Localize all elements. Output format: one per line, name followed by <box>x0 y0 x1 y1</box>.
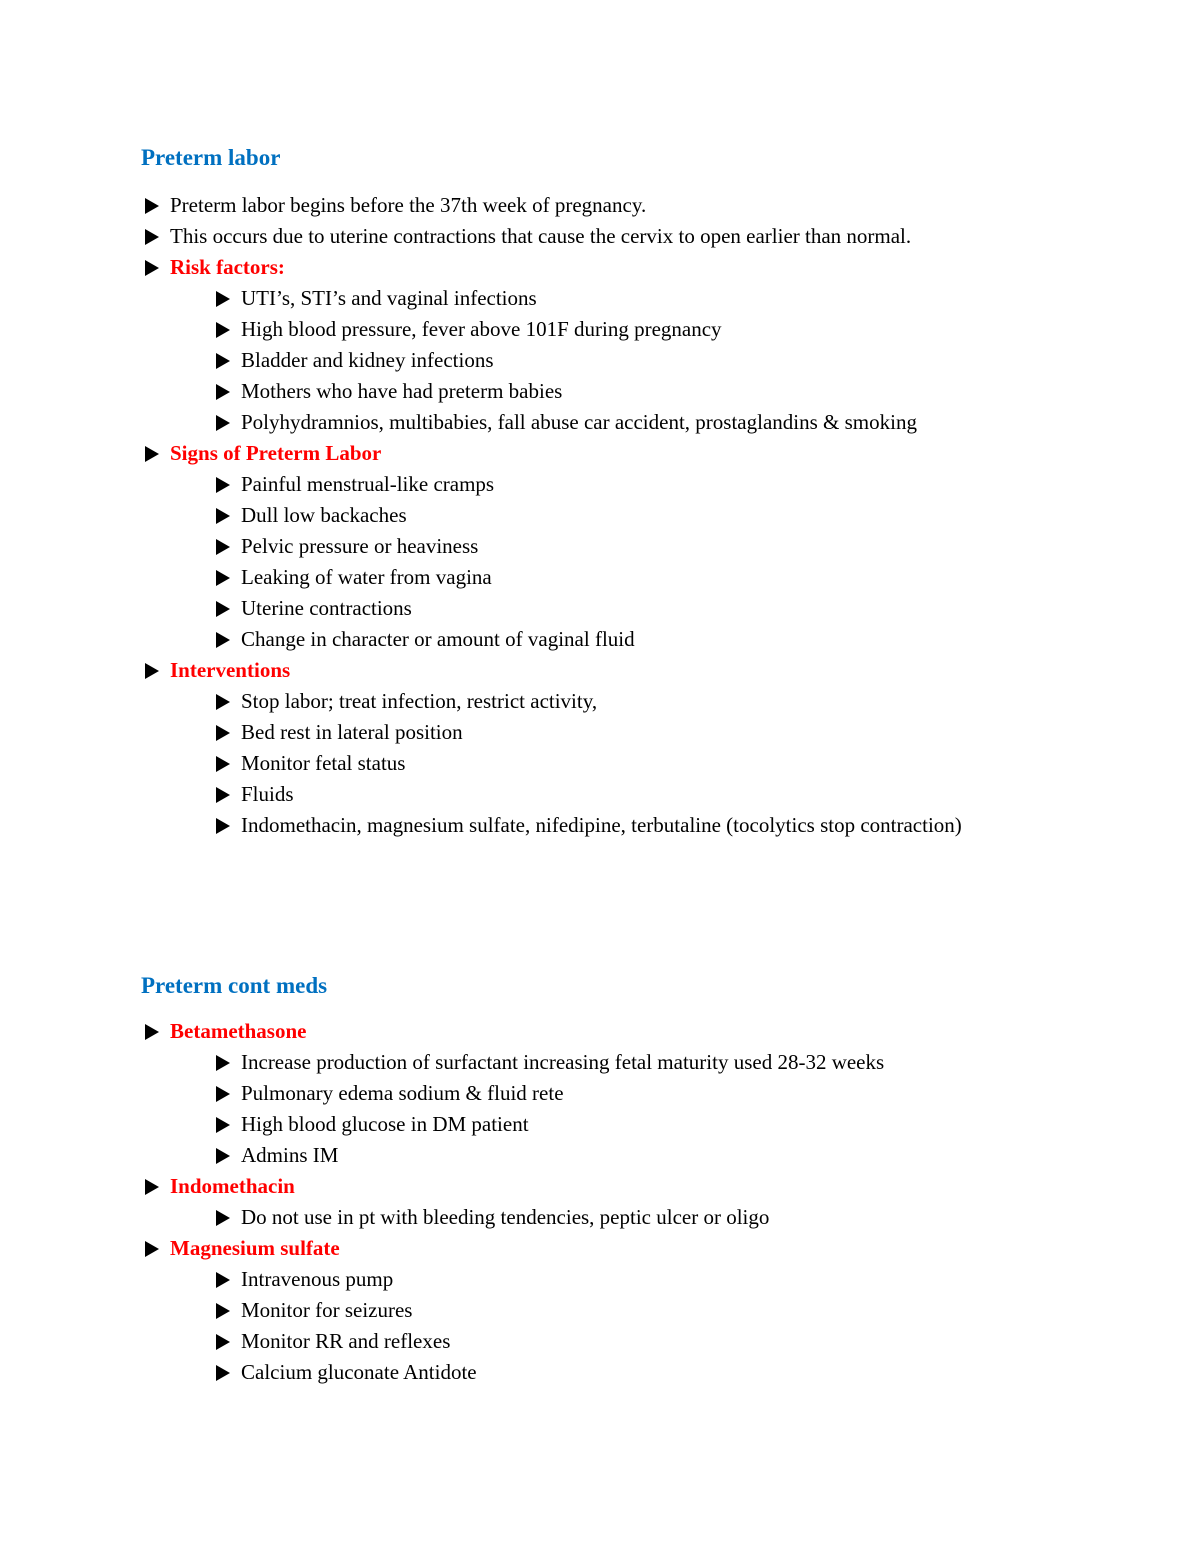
list-item-text: Monitor for seizures <box>241 1298 413 1322</box>
preterm-labor-list <box>0 190 1200 841</box>
list-item-text: Fluids <box>241 782 294 806</box>
list-item-text: Mothers who have had preterm babies <box>241 379 563 403</box>
list-item-text: Intravenous pump <box>241 1267 394 1291</box>
arrow-bullet-icon <box>214 314 234 345</box>
list-item <box>0 376 1200 407</box>
preterm-meds-list <box>0 1016 1200 1388</box>
list-item-text: Indomethacin, magnesium sulfate, nifedipine, terbutaline (tocolytics stop contraction) <box>241 813 962 837</box>
arrow-bullet-icon <box>214 810 234 841</box>
arrow-bullet-icon <box>214 717 234 748</box>
list-item-text: Polyhydramnios, multibabies, fall abuse car accident, prostaglandins & smoking <box>241 410 917 434</box>
list-item <box>0 810 1200 841</box>
arrow-bullet-icon <box>214 1357 234 1388</box>
arrow-bullet-icon <box>214 1295 234 1326</box>
arrow-bullet-icon <box>143 221 163 252</box>
arrow-bullet-icon <box>214 562 234 593</box>
list-item-text: Dull low backaches <box>241 503 407 527</box>
list-item <box>0 314 1200 345</box>
arrow-bullet-icon <box>214 748 234 779</box>
arrow-bullet-icon <box>143 1171 163 1202</box>
list-item-text: High blood pressure, fever above 101F during pregnancy <box>241 317 722 341</box>
list-item-text: Painful menstrual-like cramps <box>241 472 495 496</box>
arrow-bullet-icon <box>143 190 163 221</box>
arrow-bullet-icon <box>214 1264 234 1295</box>
list-item <box>0 500 1200 531</box>
subheading-text: Betamethasone <box>170 1019 307 1043</box>
arrow-bullet-icon <box>214 624 234 655</box>
arrow-bullet-icon <box>214 531 234 562</box>
list-item-text: Admins IM <box>241 1143 339 1167</box>
list-item <box>0 1109 1200 1140</box>
subheading-item <box>0 655 1200 686</box>
list-item-text: Calcium gluconate Antidote <box>241 1360 477 1384</box>
subheading-item <box>0 1171 1200 1202</box>
list-item <box>0 593 1200 624</box>
subheading-text: Signs of Preterm Labor <box>170 441 382 465</box>
arrow-bullet-icon <box>214 1078 234 1109</box>
list-item <box>0 1295 1200 1326</box>
list-item-text: Leaking of water from vagina <box>241 565 492 589</box>
arrow-bullet-icon <box>214 283 234 314</box>
list-item <box>0 531 1200 562</box>
list-item-text: Pulmonary edema sodium & fluid rete <box>241 1081 564 1105</box>
list-item <box>0 624 1200 655</box>
subheading-text: Indomethacin <box>170 1174 295 1198</box>
arrow-bullet-icon <box>143 252 163 283</box>
list-item <box>0 1326 1200 1357</box>
list-item-text: Preterm labor begins before the 37th week of pregnancy. <box>170 193 647 217</box>
list-item <box>0 407 1200 438</box>
subheading-text: Magnesium sulfate <box>170 1236 340 1260</box>
list-item-text: High blood glucose in DM patient <box>241 1112 529 1136</box>
list-item <box>0 221 1200 252</box>
list-item <box>0 469 1200 500</box>
arrow-bullet-icon <box>214 1140 234 1171</box>
subheading-text: Interventions <box>170 658 291 682</box>
list-item <box>0 562 1200 593</box>
list-item-text: Monitor fetal status <box>241 751 406 775</box>
list-item-text: UTI’s, STI’s and vaginal infections <box>241 286 537 310</box>
arrow-bullet-icon <box>143 655 163 686</box>
subheading-item <box>0 1233 1200 1264</box>
list-item <box>0 779 1200 810</box>
list-item-text: This occurs due to uterine contractions that cause the cervix to open earlier than normal. <box>170 224 912 248</box>
arrow-bullet-icon <box>214 345 234 376</box>
arrow-bullet-icon <box>143 438 163 469</box>
list-item <box>0 1047 1200 1078</box>
arrow-bullet-icon <box>214 779 234 810</box>
list-item-text: Stop labor; treat infection, restrict activity, <box>241 689 598 713</box>
list-item-text: Bed rest in lateral position <box>241 720 463 744</box>
list-item <box>0 283 1200 314</box>
list-item-text: Pelvic pressure or heaviness <box>241 534 479 558</box>
list-item <box>0 1202 1200 1233</box>
list-item <box>0 748 1200 779</box>
list-item <box>0 1078 1200 1109</box>
arrow-bullet-icon <box>214 1326 234 1357</box>
subheading-item <box>0 438 1200 469</box>
section-title-preterm-cont-meds: Preterm cont meds <box>141 973 328 998</box>
list-item-text: Increase production of surfactant increasing fetal maturity used 28-32 weeks <box>241 1050 885 1074</box>
arrow-bullet-icon <box>214 1202 234 1233</box>
list-item-text: Do not use in pt with bleeding tendencies, peptic ulcer or oligo <box>241 1205 770 1229</box>
list-item-text: Change in character or amount of vaginal fluid <box>241 627 635 651</box>
arrow-bullet-icon <box>214 500 234 531</box>
arrow-bullet-icon <box>214 593 234 624</box>
list-item <box>0 717 1200 748</box>
arrow-bullet-icon <box>143 1016 163 1047</box>
list-item <box>0 1264 1200 1295</box>
arrow-bullet-icon <box>214 1047 234 1078</box>
subheading-text: Risk factors: <box>170 255 285 279</box>
list-item <box>0 1140 1200 1171</box>
section-title-preterm-labor: Preterm labor <box>141 145 281 170</box>
arrow-bullet-icon <box>214 407 234 438</box>
arrow-bullet-icon <box>143 1233 163 1264</box>
list-item-text: Monitor RR and reflexes <box>241 1329 451 1353</box>
list-item <box>0 190 1200 221</box>
list-item <box>0 1357 1200 1388</box>
list-item-text: Uterine contractions <box>241 596 412 620</box>
arrow-bullet-icon <box>214 469 234 500</box>
list-item <box>0 686 1200 717</box>
subheading-item <box>0 1016 1200 1047</box>
arrow-bullet-icon <box>214 376 234 407</box>
arrow-bullet-icon <box>214 1109 234 1140</box>
list-item <box>0 345 1200 376</box>
subheading-item <box>0 252 1200 283</box>
arrow-bullet-icon <box>214 686 234 717</box>
list-item-text: Bladder and kidney infections <box>241 348 494 372</box>
